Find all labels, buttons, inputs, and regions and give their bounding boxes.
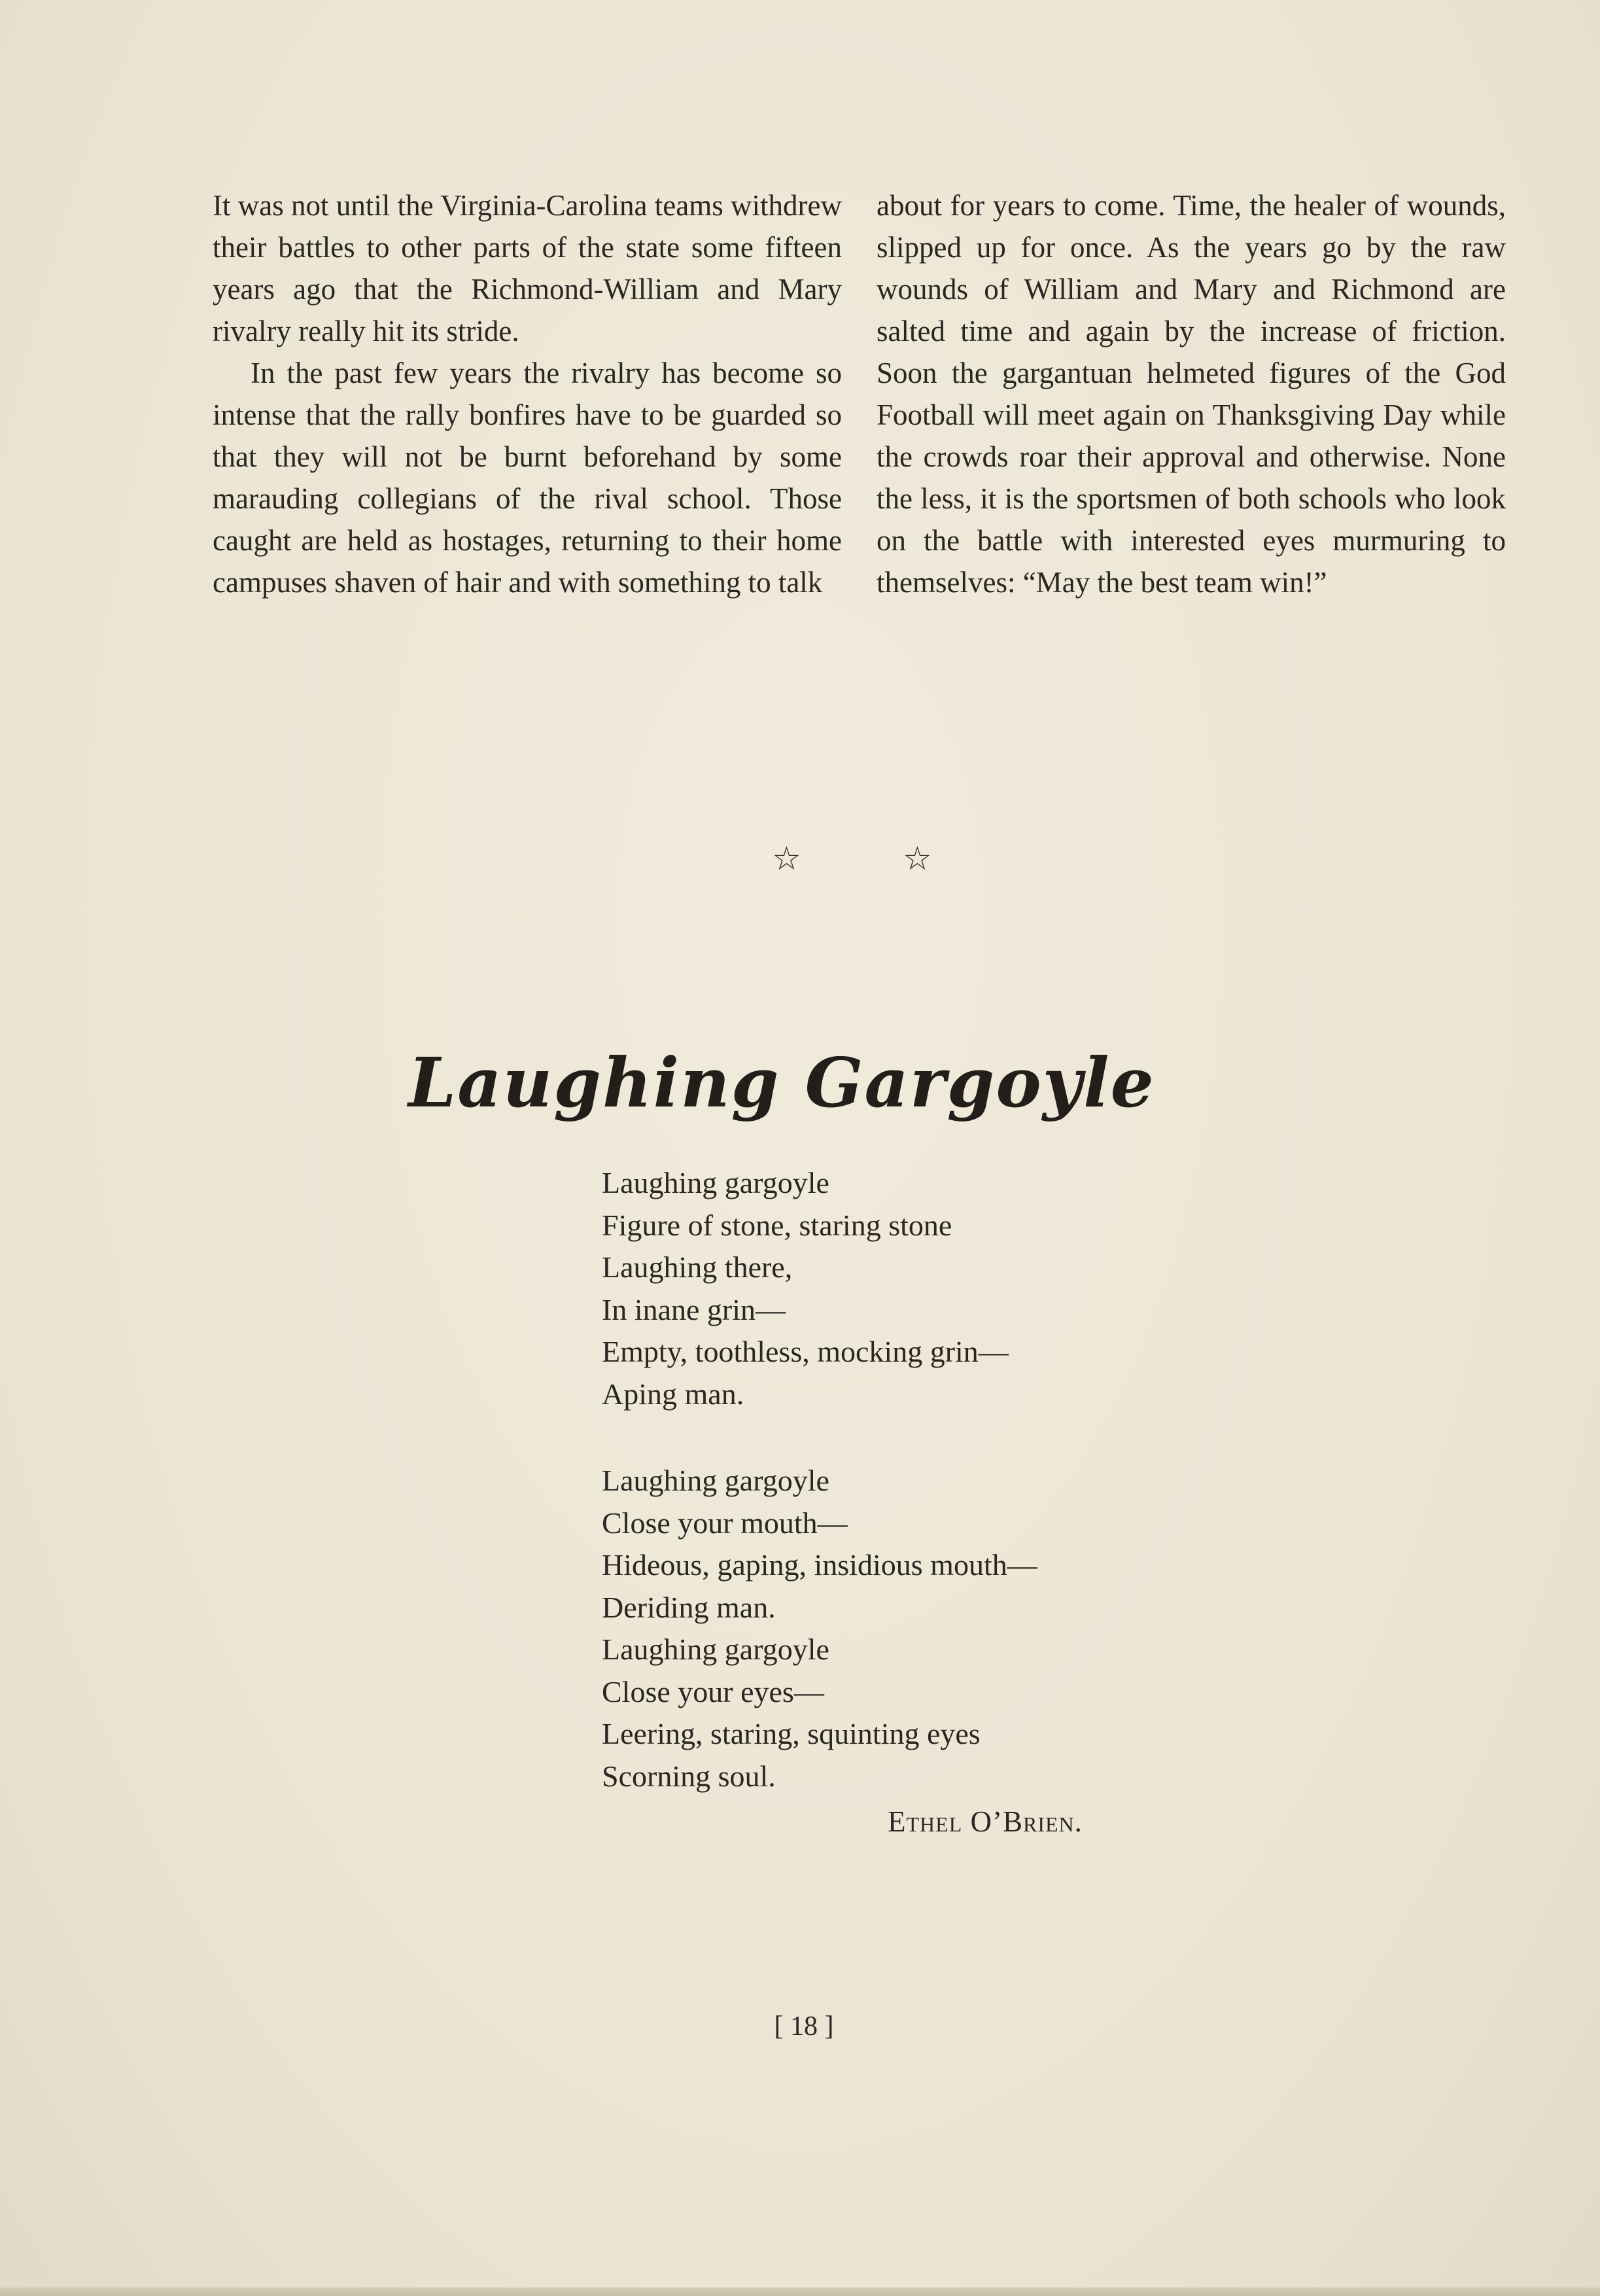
page-edge <box>0 2287 1600 2296</box>
poem-line: Hideous, gaping, insidious mouth— <box>602 1548 1037 1581</box>
poem-line: Laughing gargoyle <box>602 1633 829 1666</box>
poem-line: In inane grin— <box>602 1292 786 1326</box>
star-icon: ☆ <box>903 840 932 877</box>
poem-line: Aping man. <box>602 1377 744 1411</box>
poem-line: Laughing gargoyle <box>602 1464 829 1497</box>
poem-title: Laughing Gargoyle <box>408 1042 1155 1123</box>
paragraph: In the past few years the rivalry has become so intense that the rally bonfires have to be guarded so that they will not be burnt beforehand by some marauding collegians of the rival school. Those caught are held as hostages, returning to their home campuses shaven of hair and with something to talk <box>213 357 842 599</box>
poem-line: Close your mouth— <box>602 1506 848 1540</box>
article-right-column <box>877 185 1506 603</box>
poem-line: Laughing gargoyle <box>602 1166 829 1199</box>
poem-line: Empty, toothless, mocking grin— <box>602 1335 1009 1368</box>
poem-line: Close your eyes— <box>602 1674 824 1708</box>
article-left-column <box>213 185 842 603</box>
poem-line: Deriding man. <box>602 1590 776 1624</box>
page-number: [ 18 ] <box>774 2011 834 2041</box>
poem-line: Scorning soul. <box>602 1759 776 1793</box>
poem-line: Leering, staring, squinting eyes <box>602 1717 981 1750</box>
star-icon: ☆ <box>772 840 801 877</box>
paragraph: It was not until the Virginia-Carolina teams withdrew their battles to other parts of the state some fifteen years ago that the Richmond-William and Mary rivalry really hit its stride. <box>213 189 842 347</box>
poem-author: Ethel O’Brien. <box>888 1805 1083 1838</box>
paragraph: about for years to come. Time, the healer of wounds, slipped up for once. As the years go by the raw wounds of William and Mary and Richmond are salted time and again by the increase of friction. Soon the gargantuan helmeted figures of the God Football will meet again on Thanksgiving Day while the crowds roar their approval and otherwise. None the less, it is the sportsmen of both schools who look on the battle with interested eyes murmuring to themselves: “May the best team win!” <box>877 189 1506 599</box>
poem-stanza-2 <box>602 1460 1037 1797</box>
poem-line: Figure of stone, staring stone <box>602 1208 952 1242</box>
poem-line: Laughing there, <box>602 1250 793 1284</box>
poem-stanza-1 <box>602 1162 1009 1415</box>
section-divider <box>0 839 1600 885</box>
